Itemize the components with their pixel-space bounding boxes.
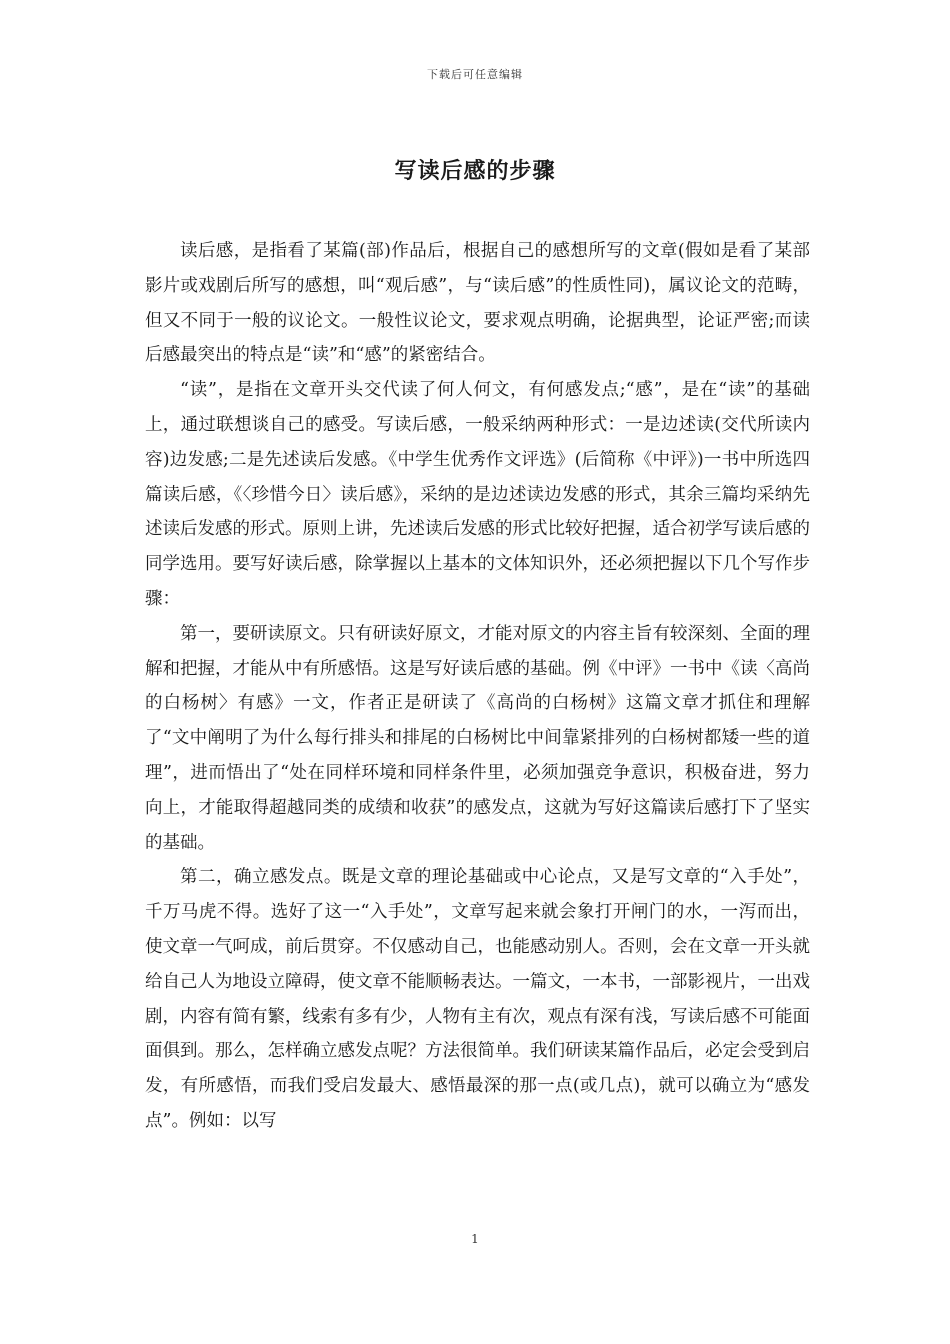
page-header: 下载后可任意编辑 [427, 68, 523, 81]
document-body [145, 234, 810, 1139]
page-number: 1 [471, 1232, 479, 1246]
paragraph-step-two: 第二，确立感发点。既是文章的理论基础或中心论点，又是写文章的“入手处”，千万马虎不得。选好了这一“入手处”，文章写起来就会象打开闸门的水，一泻而出，使文章一气呵成，前后贯穿。不仅感动自己，也能感动别人。否则，会在文章一开头就给自己人为地设立障碍，使文章不能顺畅表达。一篇文，一本书，一部影视片，一出戏剧，内容有简有繁，线索有多有少，人物有主有次，观点有深有浅，写读后感不可能面面俱到。那么，怎样确立感发点呢？方法很简单。我们研读某篇作品后，必定会受到启发，有所感悟，而我们受启发最大、感悟最深的那一点(或几点)，就可以确立为“感发点”。例如：以写 [145, 867, 810, 1131]
document-title: 写读后感的步骤 [394, 158, 556, 184]
paragraph-read-and-feel: “读”，是指在文章开头交代读了何人何文，有何感发点;“感”，是在“读”的基础上，通过联想谈自己的感受。写读后感，一般采纳两种形式：一是边述读(交代所读内容)边发感;二是先述读后发感。《中学生优秀作文评选》(后简称《中评》)一书中所选四篇读后感，《〈珍惜今日〉读后感》，采纳的是边述读边发感的形式，其余三篇均采纳先述读后发感的形式。原则上讲，先述读后发感的形式比较好把握，适合初学写读后感的同学选用。要写好读后感，除掌握以上基本的文体知识外，还必须把握以下几个写作步骤： [145, 380, 810, 609]
paragraph-intro: 读后感，是指看了某篇(部)作品后，根据自己的感想所写的文章(假如是看了某部影片或戏剧后所写的感想，叫“观后感”，与“读后感”的性质性同)，属议论文的范畴，但又不同于一般的议论文。一般性议论文，要求观点明确，论据典型，论证严密;而读后感最突出的特点是“读”和“感”的紧密结合。 [145, 241, 810, 366]
paragraph-step-one: 第一，要研读原文。只有研读好原文，才能对原文的内容主旨有较深刻、全面的理解和把握，才能从中有所感悟。这是写好读后感的基础。例《中评》一书中《读〈高尚的白杨树〉有感》一文，作者正是研读了《高尚的白杨树》这篇文章才抓住和理解了“文中阐明了为什么每行排头和排尾的白杨树比中间靠紧排列的白杨树都矮一些的道理”，进而悟出了“处在同样环境和同样条件里，必须加强竞争意识，积极奋进，努力向上，才能取得超越同类的成绩和收获”的感发点，这就为写好这篇读后感打下了坚实的基础。 [145, 623, 810, 853]
